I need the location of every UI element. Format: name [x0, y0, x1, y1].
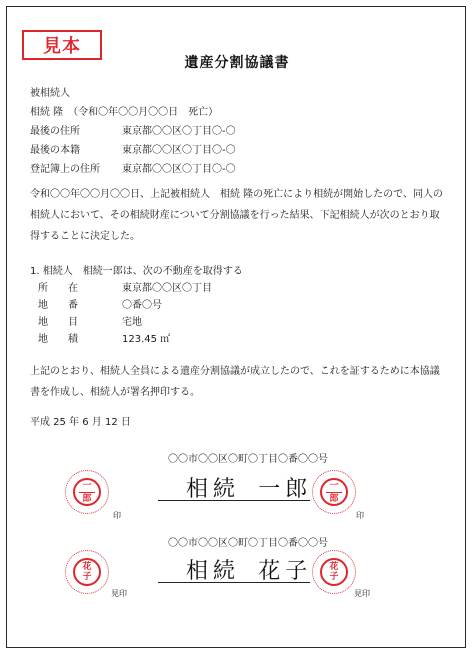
- intro-line-3: 得することに決定した。: [30, 231, 140, 242]
- last-domicile-value: 東京都〇〇区〇丁目〇-〇: [122, 145, 236, 156]
- intro-line-1: 令和〇〇年〇〇月〇〇日、上記被相続人 相続 隆の死亡により相続が開始したので、同人の: [30, 189, 443, 200]
- signatory-1-underline: [158, 500, 310, 501]
- last-address-label: 最後の住所: [30, 126, 80, 137]
- seal-ichiro-right: [320, 478, 348, 506]
- signatory-1-right-seal-label: 印: [356, 511, 364, 520]
- lot-number-value: 〇番〇号: [122, 300, 162, 311]
- location-value: 東京都〇〇区〇丁目: [122, 283, 212, 294]
- document-title: 遺産分割協議書: [184, 55, 290, 71]
- item-heading: 1. 相続人 相続一郎は、次の不動産を取得する: [30, 266, 243, 277]
- seal-char-bottom: 子: [82, 572, 92, 582]
- signatory-2-left-seal-label: 見印: [111, 589, 127, 598]
- seal-char-top: 一: [82, 480, 92, 491]
- registry-address-value: 東京都〇〇区〇丁目〇-〇: [122, 164, 236, 175]
- agreement-date: 平成 25 年 6 月 12 日: [30, 417, 131, 428]
- signatory-1-signature: 相続 一郎: [186, 477, 313, 502]
- signatory-2-underline: [158, 582, 310, 583]
- decedent-heading: 被相続人: [30, 88, 70, 99]
- signatory-2-right-seal-label: 見印: [354, 589, 370, 598]
- seal-hanako-left: [73, 558, 101, 586]
- land-category-label: 地 目: [38, 317, 78, 328]
- last-domicile-label: 最後の本籍: [30, 145, 80, 156]
- seal-char-bottom: 子: [329, 572, 339, 582]
- seal-char-top: 花: [329, 562, 339, 572]
- last-address-value: 東京都〇〇区〇丁目〇-〇: [122, 126, 236, 137]
- signatory-1-left-seal-label: 印: [113, 511, 121, 520]
- seal-char-top: 花: [82, 562, 92, 572]
- seal-divider: [326, 492, 342, 493]
- decedent-name-line: 相続 隆 （令和〇年〇〇月〇〇日 死亡）: [30, 107, 219, 118]
- closing-line-2: 書を作成し、相続人が署名押印する。: [30, 387, 200, 398]
- signatory-2-signature: 相続 花子: [186, 559, 313, 584]
- closing-line-1: 上記のとおり、相続人全員による遺産分割協議が成立したので、これを証するために本協議: [30, 366, 440, 377]
- land-area-value: 123.45 ㎡: [122, 334, 171, 345]
- registry-address-label: 登記簿上の住所: [30, 164, 100, 175]
- intro-line-2: 相続人において、その相続財産について分割協議を行った結果、下記相続人が次のとおり取: [30, 210, 440, 221]
- lot-number-label: 地 番: [38, 300, 78, 311]
- seal-ichiro-left: [73, 478, 101, 506]
- location-label: 所 在: [38, 283, 78, 294]
- land-area-label: 地 積: [38, 334, 78, 345]
- seal-char-top: 一: [329, 480, 339, 491]
- seal-hanako-right: [320, 558, 348, 586]
- seal-char-bottom: 郎: [329, 493, 339, 504]
- seal-divider: [79, 492, 95, 493]
- seal-char-bottom: 郎: [82, 493, 92, 504]
- land-category-value: 宅地: [122, 317, 142, 328]
- signatory-2-address: 〇〇市〇〇区〇町〇丁目〇番〇〇号: [168, 538, 328, 549]
- sample-stamp: 見本: [22, 30, 102, 60]
- signatory-1-address: 〇〇市〇〇区〇町〇丁目〇番〇〇号: [168, 454, 328, 465]
